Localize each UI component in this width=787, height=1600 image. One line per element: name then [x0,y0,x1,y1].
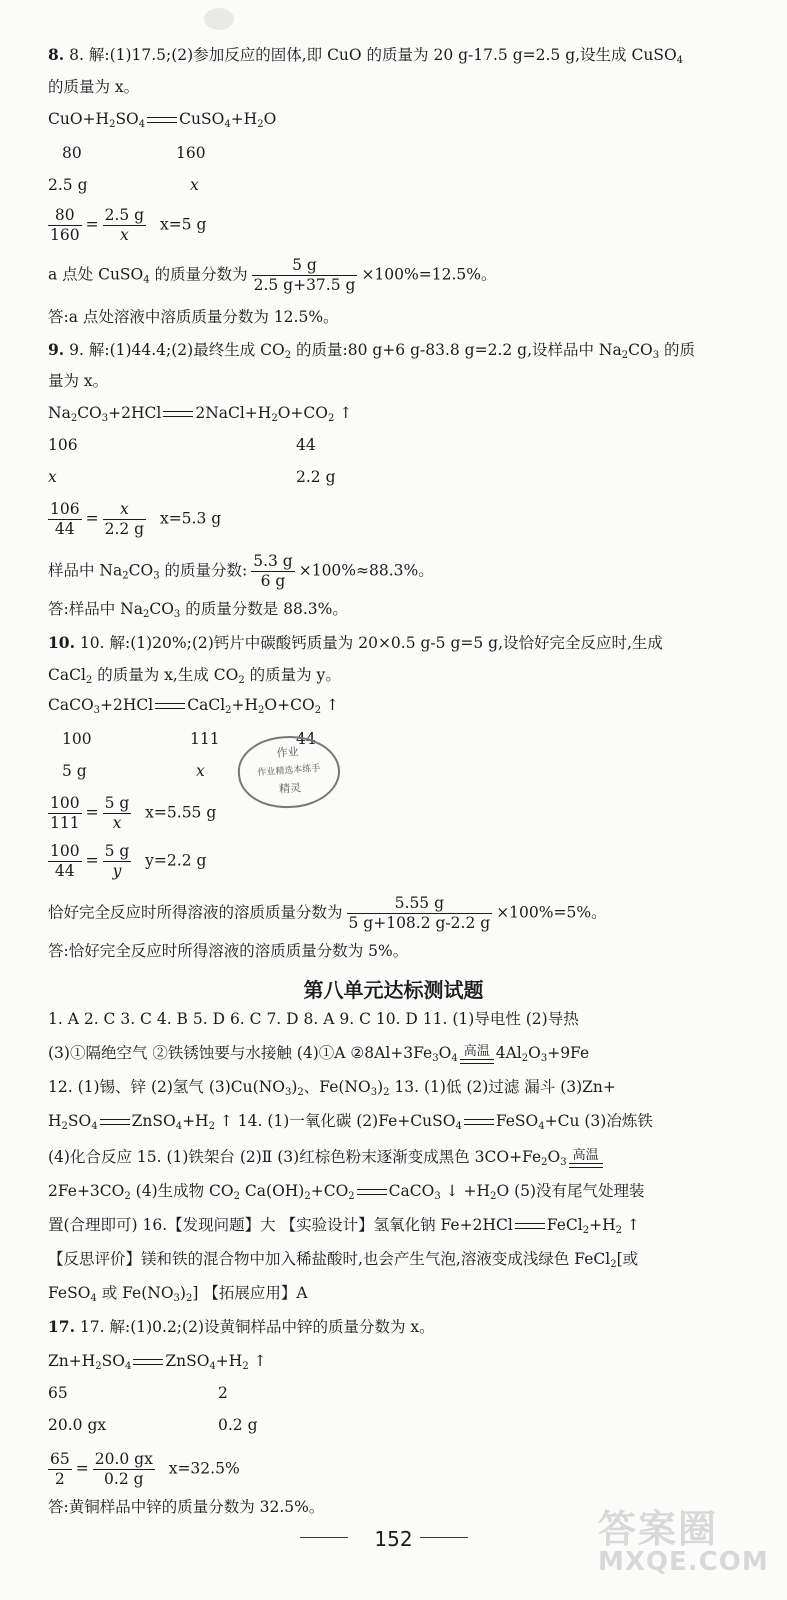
q9-answer: 答:样品中 $Na_2CO_3$ 的质量分数是 88.3%。 [48,600,348,620]
answers-row5: (4)化合反应 15. (1)铁架台 (2)Ⅱ (3)红棕色粉末逐渐变成黑色 $3CO+Fe_2O_3$ 高温 [48,1146,605,1168]
q10-line2: CaCl$_2$ 的质量为 x,生成 $CO_2$ 的质量为 y。 [48,666,341,686]
q17-equation: $Zn+H_2SO_4$ $ZnSO_4+H_2$ ↑ [48,1352,267,1372]
q8-equation: $CuO+H_2SO_4$ $CuSO_4+H_2O$ [48,110,277,130]
q8-ratio: $\frac{80}{160}$ = $\frac{2.5 g}{x}$ x=5 g [50,206,207,244]
stamp-seal: 作业 作业精选本练手 精灵 [236,733,343,812]
q8-line2: 的质量为 x。 [48,78,140,96]
q9-mass-fraction: 样品中 $Na_2CO_3$ 的质量分数: $\frac{5.3 g}{6 g}$ ×100%≈88.3%。 [48,552,434,590]
answers-row1: 1. A 2. C 3. C 4. B 5. D 6. C 7. D 8. A 9. C 10. D 11. (1)导电性 (2)导热 [48,1010,579,1028]
q8-mass-1: 2.5 g [48,176,88,194]
q9-mr-1: 106 [48,436,78,454]
q10-mr-3: 44 [296,730,316,748]
answers-row7: 置(合理即可) 16.【发现问题】大 【实验设计】氢氧化钠 Fe+2HCl $FeCl_2+H_2$ ↑ [48,1216,640,1236]
q10-answer: 答:恰好完全反应时所得溶液的溶质质量分数为 5%。 [48,942,409,960]
q17-mr-2: 2 [218,1384,228,1402]
page-number: 152 [374,1527,413,1551]
q10-mass-fraction: 恰好完全反应时所得溶液的溶质质量分数为 $\frac{5.55 g}{5 g+108.2 g-2.2 g}$ ×100%=5%。 [48,894,607,932]
q17-answer: 答:黄铜样品中锌的质量分数为 32.5%。 [48,1498,325,1516]
q9-line1: 9. 9. 解:(1)44.4;(2)最终生成 $CO_2$ 的质量:80 g+6 g-83.8 g=2.2 g,设样品中 $Na_2CO_3$ 的质 [48,340,696,361]
watermark-logo: 答案圈 MXQE.COM [598,1507,769,1577]
q17-mr-1: 65 [48,1384,68,1402]
q8-line1: 8. 8. 解:(1)17.5;(2)参加反应的固体,即 CuO 的质量为 20 g-17.5 g=2.5 g,设生成 CuSO$_4$ [48,45,684,66]
decorative-mark [204,8,234,30]
q9-mass-1: x [48,468,57,486]
answers-row6: $2Fe+3CO_2$ (4)生成物 $CO_2$ $Ca(OH)_2+CO_2$ CaCO$_3$ ↓ $+H_2O$ (5)没有尾气处理装 [48,1182,645,1202]
q8-mr-1: 80 [62,144,82,162]
q10-line1: 10. 10. 解:(1)20%;(2)钙片中碳酸钙质量为 20×0.5 g-5 g=5 g,设恰好完全反应时,生成 [48,633,663,652]
q9-equation: $Na_2CO_3+2HCl$ $2NaCl+H_2O+CO_2$ ↑ [48,404,353,424]
q10-ratio2: $\frac{100}{44}$ = $\frac{5 g}{y}$ y=2.2 g [50,842,207,880]
q9-line2: 量为 x。 [48,372,109,390]
q10-mr-2: 111 [190,730,220,748]
q8-mass-2: x [190,176,199,194]
q9-ratio: $\frac{106}{44}$ = $\frac{x}{2.2 g}$ x=5.3 g [50,500,222,538]
q10-mass-1: 5 g [62,762,87,780]
q17-line1: 17. 17. 解:(1)0.2;(2)设黄铜样品中锌的质量分数为 x。 [48,1317,435,1336]
q10-ratio1: $\frac{100}{111}$ = $\frac{5 g}{x}$ x=5.55 g [50,794,217,832]
q8-mr-2: 160 [176,144,206,162]
answers-row8: 【反思评价】镁和铁的混合物中加入稀盐酸时,也会产生气泡,溶液变成浅绿色 FeCl$_2$[或 [48,1250,639,1270]
answers-row9: FeSO$_4$ 或 $Fe(NO_3)_2$] 【拓展应用】A [48,1284,308,1304]
answers-row2: (3)①隔绝空气 ②铁锈蚀要与水接触 (4)①A $②8Al+3Fe_3O_4$ 高温 $4Al_2O_3+9Fe$ [48,1044,590,1064]
q9-mass-2: 2.2 g [296,468,336,486]
answers-row3: 12. (1)锡、锌 (2)氢气 $(3)Cu(NO_3)_2$、$Fe(NO_3)_2$ 13. (1)低 (2)过滤 漏斗 (3)Zn+ [48,1078,616,1098]
q10-mass-2: x [196,762,205,780]
q17-mass-2: 0.2 g [218,1416,258,1434]
q10-equation: CaCO$_3$+2HCl $CaCl_2+H_2O+CO_2$ ↑ [48,696,339,716]
q9-mr-2: 44 [296,436,316,454]
answers-row4: $H_2SO_4$ $ZnSO_4+H_2$ ↑ 14. (1)一氧化碳 (2)Fe+CuSO$_4$ FeSO$_4$+Cu (3)冶炼铁 [48,1112,653,1132]
q17-ratio: $\frac{65}{2}$ = $\frac{20.0 gx}{0.2 g}$ x=32.5% [50,1450,240,1488]
q8-mass-fraction: a 点处 CuSO$_4$ 的质量分数为 $\frac{5 g}{2.5 g+37.5 g}$ ×100%=12.5%。 [48,256,497,294]
section-title: 第八单元达标测试题 [303,978,484,1002]
q10-mr-1: 100 [62,730,92,748]
q8-answer: 答:a 点处溶液中溶质质量分数为 12.5%。 [48,308,339,326]
q17-mass-1: 20.0 gx [48,1416,107,1434]
